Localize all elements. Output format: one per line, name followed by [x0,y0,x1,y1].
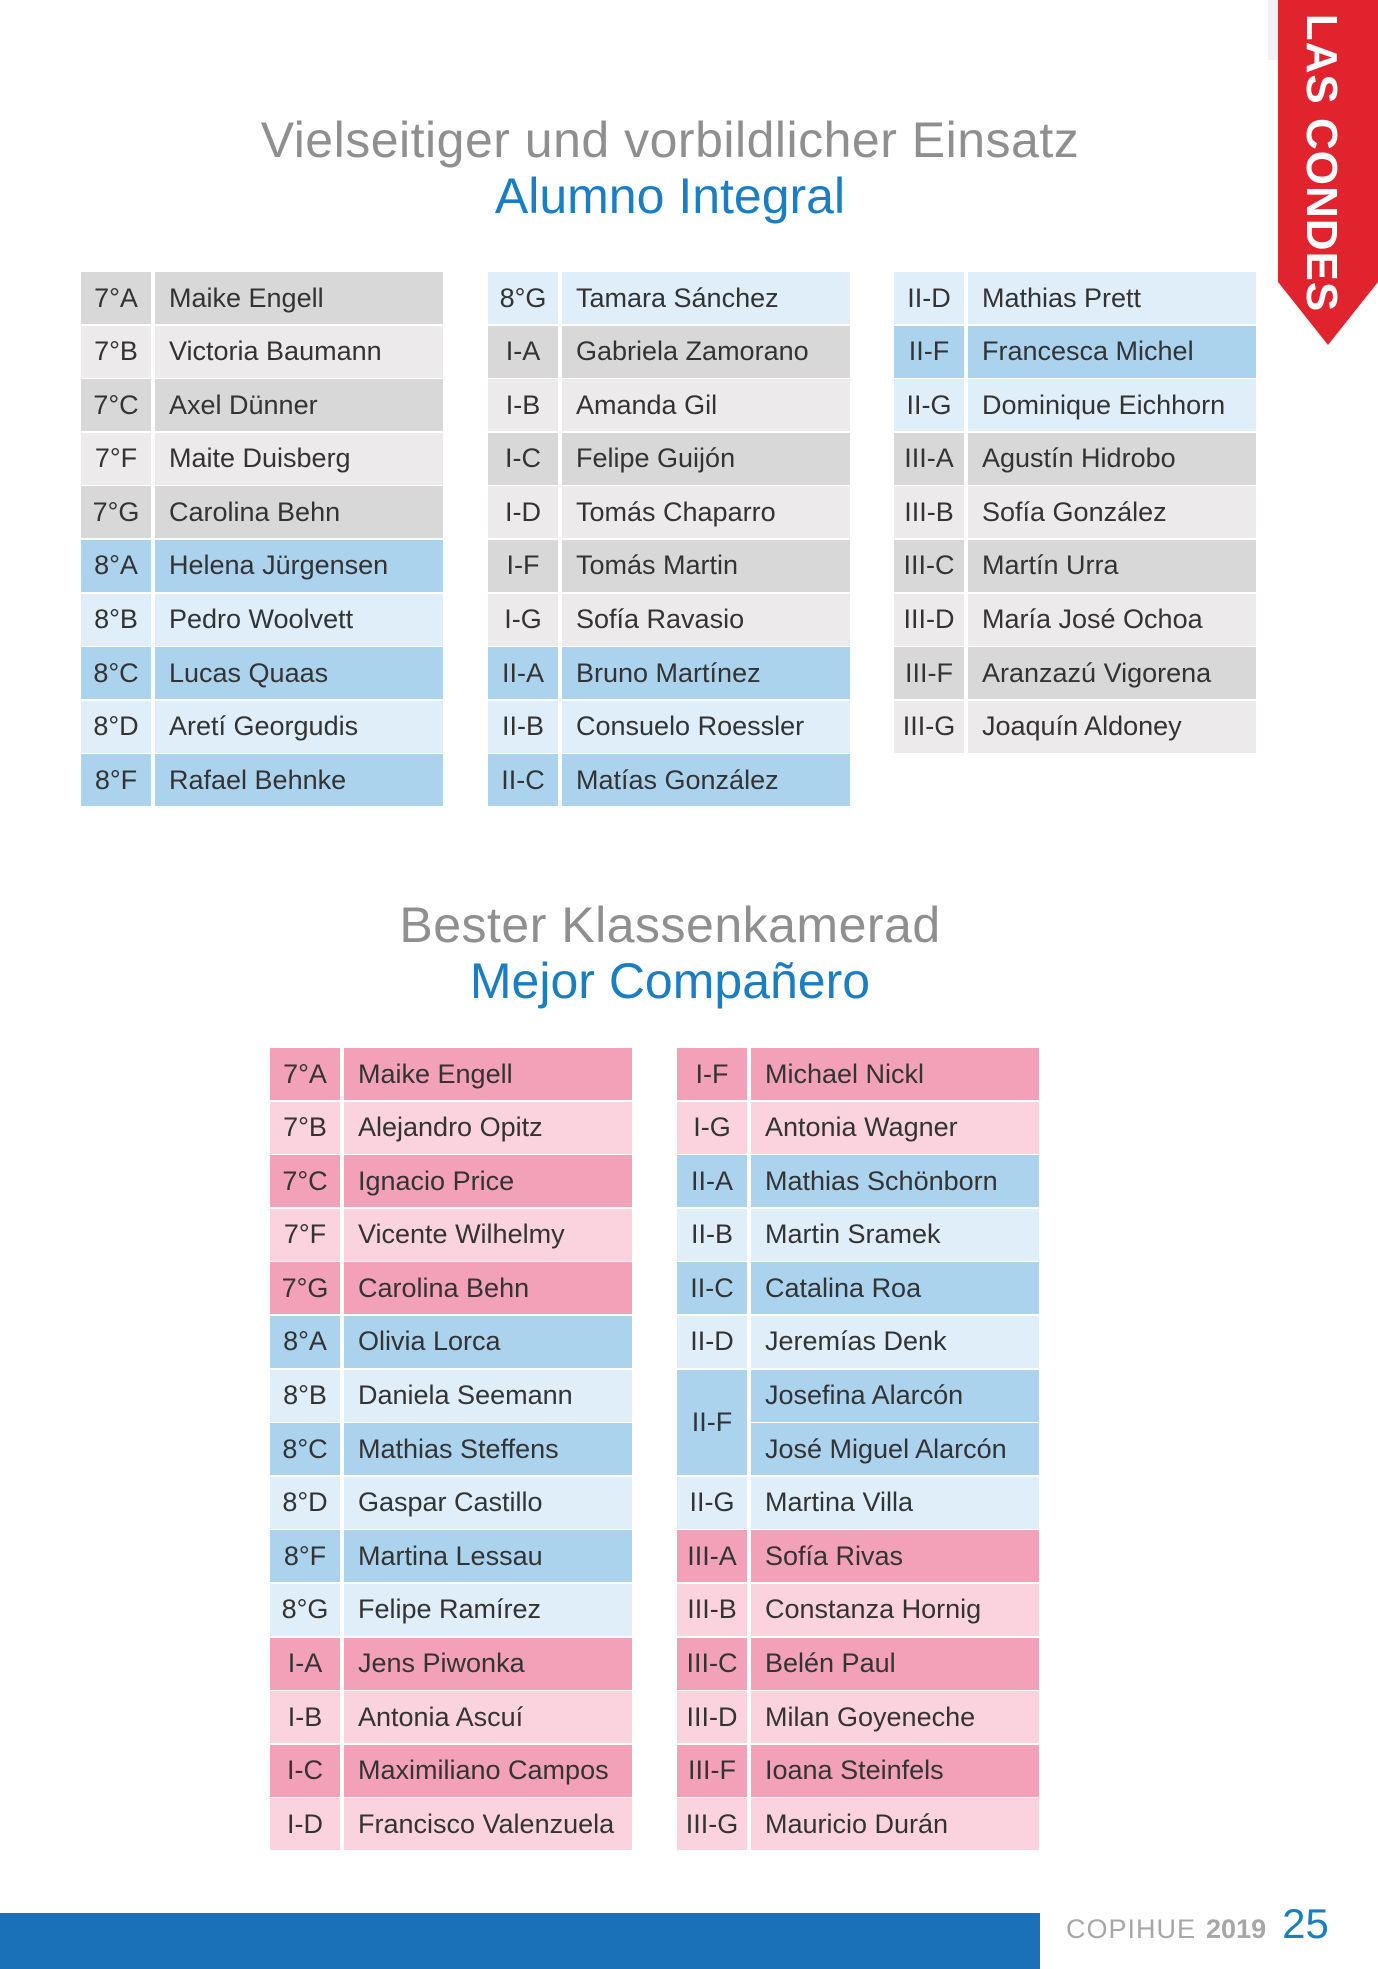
student-name-cell: Consuelo Roessler [576,711,805,742]
student-name-cell: Mathias Prett [982,282,1142,313]
class-cell: 8°D [270,1477,344,1529]
class-cell: III-C [894,540,968,592]
section2-heading [0,897,1340,1009]
section2-title-de: Bester Klassenkamerad [399,897,941,953]
class-cell: II-D [894,272,968,324]
table-row [677,1745,1039,1797]
class-cell: 8°A [81,540,155,592]
student-name-cell: Constanza Hornig [765,1594,982,1625]
class-cell: III-G [677,1798,751,1850]
table-row [677,1798,1039,1850]
student-name-cell: Alejandro Opitz [358,1112,543,1143]
student-name-cell: Felipe Guijón [576,443,736,474]
student-name-cell: Helena Jürgensen [169,550,389,581]
class-cell: 7°G [81,486,155,538]
table-row-merged [677,1370,1039,1476]
table-row [81,433,443,485]
table-row [270,1102,632,1154]
class-cell: II-G [894,379,968,431]
class-cell: III-B [894,486,968,538]
section2-table-col1 [270,1048,632,1852]
table-row [894,594,1256,646]
student-name-cell: Antonia Ascuí [358,1701,524,1732]
class-cell: II-A [488,647,562,699]
class-cell: 7°F [270,1209,344,1261]
class-cell: 7°F [81,433,155,485]
student-name-cell: Maite Duisberg [169,443,351,474]
table-row [270,1155,632,1207]
class-cell: I-D [270,1798,344,1850]
student-name-cell: Catalina Roa [765,1272,922,1303]
table-row [677,1477,1039,1529]
student-name-cell: Sofía Rivas [765,1540,904,1571]
class-cell: III-F [894,647,968,699]
section1-table-col2 [488,272,850,808]
table-row [677,1155,1039,1207]
student-name-cell: Francesca Michel [982,336,1194,367]
class-cell: III-B [677,1584,751,1636]
table-row [488,486,850,538]
student-name-cell: Amanda Gil [576,389,718,420]
class-cell: 8°C [270,1423,344,1475]
class-cell: II-C [488,754,562,806]
class-cell: 7°B [270,1102,344,1154]
footer-bar [0,1913,1040,1969]
class-cell: 8°F [270,1530,344,1582]
class-cell: II-G [677,1477,751,1529]
page-number: 25 [1282,1900,1329,1947]
student-name-cell: Sofía Ravasio [576,604,745,635]
class-cell: II-A [677,1155,751,1207]
student-name-cell: Martín Urra [982,550,1119,581]
table-row [270,1262,632,1314]
student-name-cell: Ioana Steinfels [765,1755,944,1786]
class-cell: 7°B [81,326,155,378]
class-cell: III-A [677,1530,751,1582]
class-cell: II-B [677,1209,751,1261]
student-name-cell: Matías González [576,764,779,795]
table-row [488,540,850,592]
table-row [488,701,850,753]
student-name-cell: Belén Paul [765,1648,896,1679]
section1-table-col3 [894,272,1256,754]
student-name-cell: Mathias Steffens [358,1433,559,1464]
table-row [81,486,443,538]
student-name-cell: Antonia Wagner [765,1112,958,1143]
student-name-cell: Maximiliano Campos [358,1755,609,1786]
class-cell: I-F [488,540,562,592]
student-name-cell: Maike Engell [358,1058,513,1089]
magazine-year: 2019 [1206,1914,1267,1944]
class-cell: II-F [894,326,968,378]
student-name-cell: Sofía González [982,496,1167,527]
student-name-cell: Martina Lessau [358,1540,543,1571]
table-row [677,1584,1039,1636]
class-cell: 8°A [270,1316,344,1368]
table-row [894,433,1256,485]
student-name-cell: Agustín Hidrobo [982,443,1176,474]
section1-heading [0,112,1340,224]
class-cell: 7°A [81,272,155,324]
table-row [894,326,1256,378]
table-row [270,1745,632,1797]
student-name-cell: Tomás Martin [576,550,739,581]
class-cell: III-C [677,1638,751,1690]
student-name-cell: Mauricio Durán [765,1808,949,1839]
table-row [894,701,1256,753]
table-row [81,594,443,646]
student-name-cell: Felipe Ramírez [358,1594,542,1625]
student-name-cell: Joaquín Aldoney [982,711,1182,742]
table-row [270,1691,632,1743]
student-name-cell: Carolina Behn [358,1272,530,1303]
class-cell: I-B [488,379,562,431]
class-cell: II-D [677,1316,751,1368]
table-row [270,1209,632,1261]
class-cell: 8°D [81,701,155,753]
class-cell: 8°B [270,1370,344,1422]
ribbon-label: LAS CONDES [1297,13,1347,313]
student-name-cell: Axel Dünner [169,389,318,420]
class-cell: III-D [894,594,968,646]
table-row [81,326,443,378]
student-name-cell: Ignacio Price [358,1165,515,1196]
table-row [677,1262,1039,1314]
table-row [677,1209,1039,1261]
table-row [677,1316,1039,1368]
class-cell: III-A [894,433,968,485]
student-name-cell: Pedro Woolvett [169,604,354,635]
magazine-name: COPIHUE [1066,1914,1197,1944]
footer-info [1066,1900,1329,1950]
student-name-cell: Maike Engell [169,282,324,313]
class-cell: I-G [677,1102,751,1154]
class-cell: I-A [270,1638,344,1690]
class-cell: 7°A [270,1048,344,1100]
student-name-cell: Gaspar Castillo [358,1487,543,1518]
student-name-cell: Victoria Baumann [169,336,382,367]
table-row [270,1477,632,1529]
student-name-cell: Aretí Georgudis [169,711,359,742]
table-row [270,1048,632,1100]
class-cell: I-C [488,433,562,485]
class-cell: III-F [677,1745,751,1797]
table-row [894,272,1256,324]
student-name-cell: José Miguel Alarcón [751,1423,1039,1475]
class-cell: II-B [488,701,562,753]
table-row [270,1316,632,1368]
class-cell: 8°B [81,594,155,646]
table-row [270,1584,632,1636]
class-cell: II-C [677,1262,751,1314]
table-row [270,1638,632,1690]
section2-title-es: Mejor Compañero [469,953,871,1009]
section1-title-es: Alumno Integral [494,168,846,224]
class-cell: 8°G [270,1584,344,1636]
class-cell: I-F [677,1048,751,1100]
table-row [677,1638,1039,1690]
class-cell: II-F [677,1370,751,1476]
student-name-cell: Aranzazú Vigorena [982,657,1212,688]
table-row [677,1102,1039,1154]
student-name-cell: Rafael Behnke [169,764,347,795]
section2-table-col2 [677,1048,1039,1852]
class-cell: I-G [488,594,562,646]
table-row [81,379,443,431]
class-cell: III-G [894,701,968,753]
class-cell: 8°C [81,647,155,699]
table-row [894,647,1256,699]
table-row [488,379,850,431]
table-row [270,1423,632,1475]
student-name-cell: Jeremías Denk [765,1326,947,1357]
student-name-cell: Bruno Martínez [576,657,761,688]
student-name-cell: Carolina Behn [169,496,341,527]
student-name-cell: Martin Sramek [765,1219,941,1250]
student-name-cell: Mathias Schönborn [765,1165,998,1196]
section1-table-col1 [81,272,443,808]
student-name-cell: María José Ochoa [982,604,1203,635]
table-row [81,701,443,753]
table-row [81,272,443,324]
table-row [270,1798,632,1850]
table-row [894,540,1256,592]
table-row [488,326,850,378]
table-row [270,1530,632,1582]
class-cell: I-B [270,1691,344,1743]
student-name-cell: Daniela Seemann [358,1380,573,1411]
table-row [894,379,1256,431]
table-row [81,647,443,699]
student-name-cell: Martina Villa [765,1487,914,1518]
student-name-cell: Michael Nickl [765,1058,925,1089]
class-cell: III-D [677,1691,751,1743]
table-row [488,754,850,806]
student-name-cell: Lucas Quaas [169,657,329,688]
table-row [81,754,443,806]
class-cell: 7°C [81,379,155,431]
student-name-cell: Milan Goyeneche [765,1701,976,1732]
table-row [488,647,850,699]
class-cell: I-A [488,326,562,378]
student-name-cell: Dominique Eichhorn [982,389,1226,420]
table-row [488,272,850,324]
table-row [894,486,1256,538]
table-row [270,1370,632,1422]
student-name-cell: Jens Piwonka [358,1648,525,1679]
student-name-cell: Olivia Lorca [358,1326,501,1357]
table-row [677,1530,1039,1582]
student-name-cell: Vicente Wilhelmy [358,1219,565,1250]
table-row [677,1691,1039,1743]
student-name-cell: Tomás Chaparro [576,496,776,527]
class-cell: I-D [488,486,562,538]
student-name-cell: Josefina Alarcón [751,1370,1039,1422]
table-row [488,594,850,646]
table-row [677,1048,1039,1100]
student-name-cell: Gabriela Zamorano [576,336,809,367]
class-cell: 8°G [488,272,562,324]
class-cell: 7°G [270,1262,344,1314]
class-cell: 8°F [81,754,155,806]
class-cell: I-C [270,1745,344,1797]
section1-title-de: Vielseitiger und vorbildlicher Einsatz [260,112,1080,168]
table-row [81,540,443,592]
table-row [488,433,850,485]
class-cell: 7°C [270,1155,344,1207]
student-name-cell: Tamara Sánchez [576,282,779,313]
student-name-cell: Francisco Valenzuela [358,1808,615,1839]
